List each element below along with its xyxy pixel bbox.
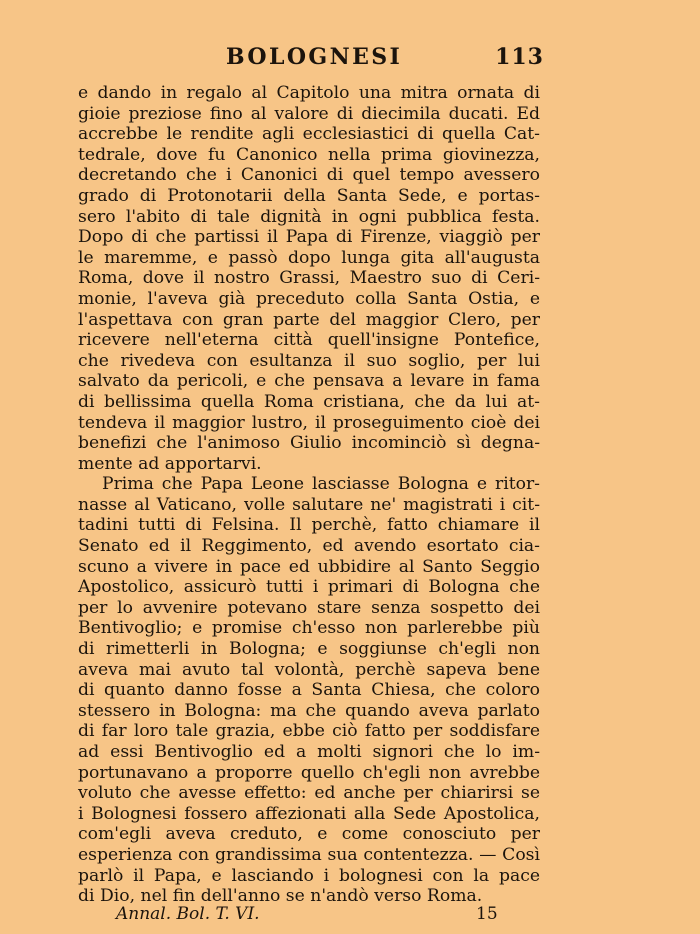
text-line: e dando in regalo al Capitolo una mitra ornata di bbox=[78, 83, 540, 103]
text-line: Senato ed il Reggimento, ed avendo esortato cia- bbox=[78, 536, 540, 557]
text-line: Bentivoglio; e promise ch'esso non parlerebbe più bbox=[78, 618, 540, 639]
text-line: di bellissima quella Roma cristiana, che da lui at- bbox=[78, 391, 540, 412]
text-line: com'egli aveva creduto, e come conosciuto per bbox=[78, 824, 540, 845]
text-line: decretando che i Canonici di quel tempo avessero bbox=[78, 165, 540, 186]
sheet-number: 15 bbox=[476, 904, 498, 924]
text-line: l'aspettava con gran parte del maggior Clero, per bbox=[78, 309, 540, 330]
text-line: aveva mai avuto tal volontà, perchè sapeva bene bbox=[78, 659, 540, 680]
text-line: tedrale, dove fu Canonico nella prima giovinezza, bbox=[78, 144, 540, 165]
text-line: ad essi Bentivoglio ed a molti signori che lo im- bbox=[78, 742, 540, 762]
text-line: Prima che Papa Leone lasciasse Bologna e ritor- bbox=[102, 474, 540, 495]
text-line: Dopo di che partissi il Papa di Firenze, viaggiò per bbox=[78, 227, 540, 248]
paragraph-2 bbox=[78, 474, 540, 906]
text-line: accrebbe le rendite agli ecclesiastici di quella Cat- bbox=[78, 124, 540, 145]
text-line: ricevere nell'eterna città quell'insigne Pontefice, bbox=[78, 330, 540, 351]
text-line: di rimetterli in Bologna; e soggiunse ch'egli non bbox=[78, 639, 540, 660]
text-line: sero l'abito di tale dignità in ogni pubblica festa. bbox=[78, 206, 540, 227]
text-line: esperienza con grandissima sua contentezza. — Così bbox=[78, 844, 540, 865]
page-number: 113 bbox=[495, 44, 544, 70]
text-line: parlò il Papa, e lasciando i bolognesi con la pace bbox=[78, 865, 540, 886]
text-line: portunavano a proporre quello ch'egli non avrebbe bbox=[78, 762, 540, 783]
body-text bbox=[78, 83, 540, 907]
running-title: BOLOGNESI bbox=[226, 44, 403, 70]
text-line: tadini tutti di Felsina. Il perchè, fatto chiamare il bbox=[78, 515, 540, 536]
text-line: tendeva il maggior lustro, il proseguimento cioè dei bbox=[78, 412, 540, 433]
signature-mark: Annal. Bol. T. VI. bbox=[116, 904, 260, 924]
text-line: per lo avvenire potevano stare senza sospetto dei bbox=[78, 597, 540, 618]
text-line: salvato da pericoli, e che pensava a levare in fama bbox=[78, 371, 540, 392]
text-line: gioie preziose fino al valore di diecimila ducati. Ed bbox=[78, 103, 540, 124]
text-line: grado di Protonotarii della Santa Sede, e portas- bbox=[78, 185, 540, 206]
text-line: nasse al Vaticano, volle salutare ne' magistrati i cit- bbox=[78, 494, 540, 515]
text-line: Apostolico, assicurò tutti i primari di Bologna che bbox=[78, 577, 540, 598]
text-line: di Dio, nel fin dell'anno se n'andò verso Roma. bbox=[78, 886, 483, 907]
running-head bbox=[78, 44, 546, 70]
text-line: di quanto danno fosse a Santa Chiesa, che coloro bbox=[78, 680, 540, 701]
text-line: voluto che avesse effetto: ed anche per chiarirsi se bbox=[78, 783, 540, 804]
text-line: Roma, dove il nostro Grassi, Maestro suo di Ceri- bbox=[78, 268, 540, 289]
text-line: scuno a vivere in pace ed ubbidire al Santo Seggio bbox=[78, 556, 540, 577]
paragraph-1 bbox=[78, 83, 540, 474]
text-line: mente ad apportarvi. bbox=[78, 453, 262, 474]
text-line: i Bolognesi fossero affezionati alla Sede Apostolica, bbox=[78, 803, 540, 824]
text-line: che rivedeva con esultanza il suo soglio, per lui bbox=[78, 350, 540, 371]
text-line: monie, l'aveva già preceduto colla Santa Ostia, e bbox=[78, 288, 540, 309]
text-line: le maremme, e passò dopo lunga gita all'augusta bbox=[78, 247, 540, 268]
text-line: stessero in Bologna: ma che quando aveva parlato bbox=[78, 700, 540, 721]
text-line: di far loro tale grazia, ebbe ciò fatto per soddisfare bbox=[78, 721, 540, 742]
page-footer bbox=[78, 902, 540, 926]
text-line: benefizi che l'animoso Giulio incominciò sì degna- bbox=[78, 433, 540, 454]
